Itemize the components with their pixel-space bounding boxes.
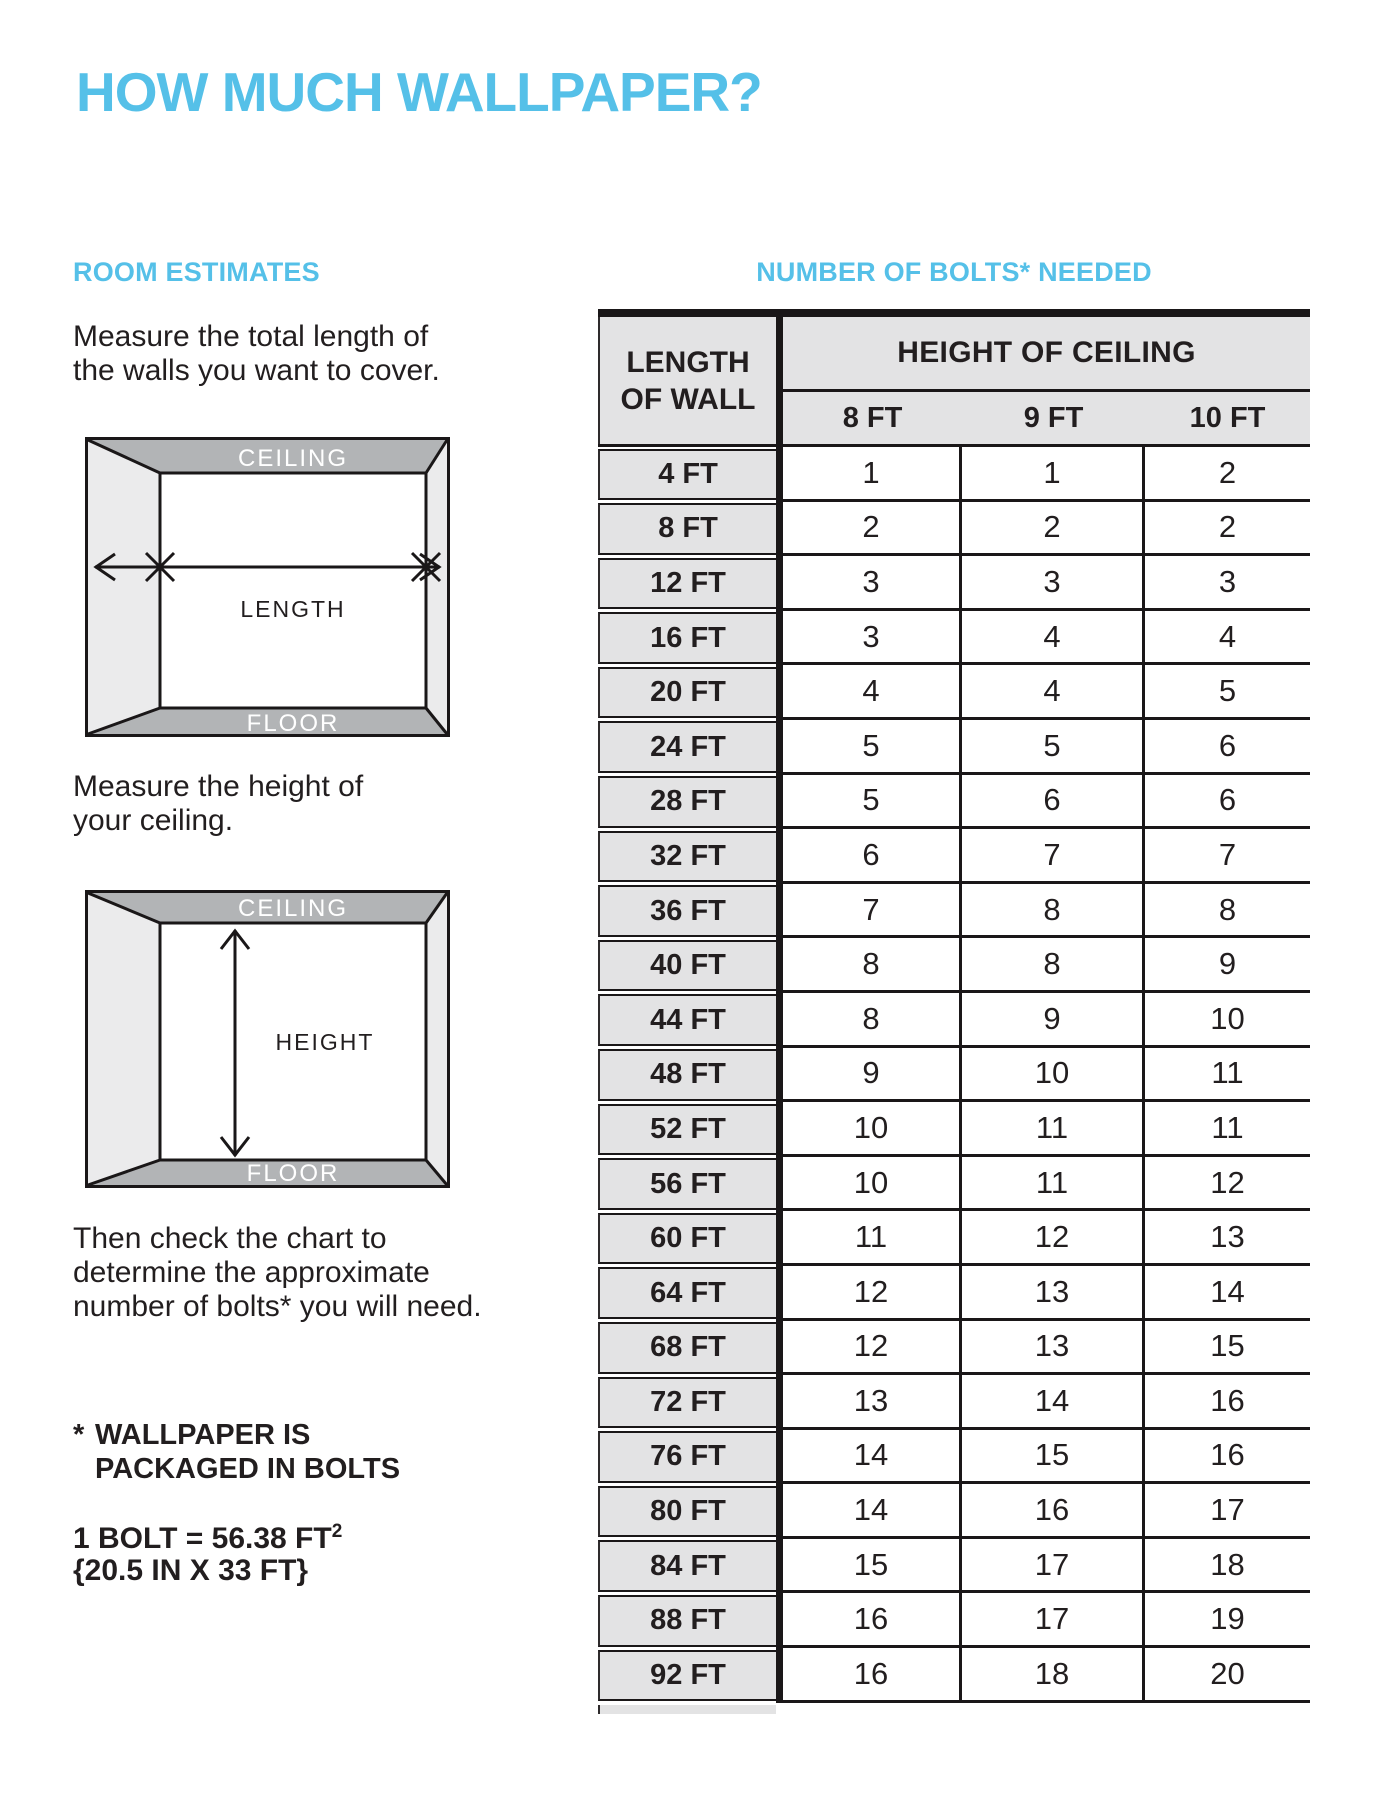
left-wall-surface: [88, 893, 160, 1185]
bolts-table: [598, 309, 1310, 1714]
row-label: 92 FT: [598, 1650, 776, 1702]
corner-header-line: OF WALL: [620, 382, 756, 416]
table-row: [598, 1157, 1310, 1212]
row-label: 68 FT: [598, 1322, 776, 1374]
row-label: 80 FT: [598, 1486, 776, 1538]
cell-value: 13: [1145, 1211, 1310, 1266]
footnote-line: PACKAGED IN BOLTS: [95, 1453, 401, 1485]
paragraph-line: determine the approximate: [73, 1256, 430, 1289]
cell-value: 4: [1145, 611, 1310, 666]
row-label: 88 FT: [598, 1595, 776, 1647]
bolt-equation: [73, 1516, 342, 1587]
row-label: 64 FT: [598, 1267, 776, 1319]
cell-value: 3: [1145, 556, 1310, 611]
cell-value: 6: [1145, 720, 1310, 775]
paragraph-line: Measure the height of: [73, 770, 364, 803]
row-label: 44 FT: [598, 994, 776, 1046]
cell-value: 18: [1145, 1539, 1310, 1594]
row-values: [776, 1539, 1310, 1594]
table-row: [598, 1048, 1310, 1103]
cell-value: 5: [783, 775, 962, 830]
table-row: [598, 720, 1310, 775]
cell-value: 5: [783, 720, 962, 775]
row-values: [776, 720, 1310, 775]
paragraph-line: the walls you want to cover.: [73, 354, 440, 387]
bolt-dimensions-line: {20.5 IN X 33 FT}: [73, 1554, 309, 1587]
row-values: [776, 1048, 1310, 1103]
corner-header-line: LENGTH: [626, 345, 750, 379]
row-values: [776, 665, 1310, 720]
table-row: [598, 1648, 1310, 1703]
row-values: [776, 884, 1310, 939]
cell-value: 11: [962, 1157, 1145, 1212]
table-row: [598, 665, 1310, 720]
row-label: 56 FT: [598, 1158, 776, 1210]
right-wall-surface: [426, 440, 447, 734]
length-label: LENGTH: [240, 596, 346, 622]
row-label: 40 FT: [598, 940, 776, 992]
cell-value: 14: [783, 1484, 962, 1539]
row-label: 28 FT: [598, 776, 776, 828]
cell-value: 8: [962, 938, 1145, 993]
table-row: [598, 1430, 1310, 1485]
cell-value: 9: [1145, 938, 1310, 993]
row-label: 36 FT: [598, 885, 776, 937]
paragraph-line: number of bolts* you will need.: [73, 1290, 482, 1323]
row-label: 32 FT: [598, 831, 776, 883]
cell-value: 11: [1145, 1048, 1310, 1103]
back-wall: [160, 473, 426, 708]
cell-value: 6: [783, 829, 962, 884]
cell-value: 11: [783, 1211, 962, 1266]
paragraph-line: Measure the total length of: [73, 320, 429, 353]
cell-value: 16: [962, 1484, 1145, 1539]
cell-value: 6: [1145, 775, 1310, 830]
column-header-10ft: 10 FT: [1189, 401, 1266, 434]
table-body: [598, 447, 1310, 1703]
row-label: 20 FT: [598, 667, 776, 719]
row-label: 76 FT: [598, 1431, 776, 1483]
cell-value: 6: [962, 775, 1145, 830]
cell-value: 14: [783, 1430, 962, 1485]
table-row: [598, 1539, 1310, 1594]
cell-value: 2: [1145, 447, 1310, 502]
ceiling-height-svg: [85, 890, 450, 1188]
room-length-svg: [85, 437, 450, 737]
cell-value: 10: [783, 1157, 962, 1212]
ceiling-label: CEILING: [237, 895, 349, 922]
cell-value: 12: [962, 1211, 1145, 1266]
cell-value: 15: [1145, 1321, 1310, 1376]
cell-value: 8: [783, 938, 962, 993]
bolts-footnote: [73, 1418, 400, 1486]
table-row: [598, 447, 1310, 502]
cell-value: 2: [783, 502, 962, 557]
table-row: [598, 829, 1310, 884]
cell-value: 17: [962, 1539, 1145, 1594]
cell-value: 17: [962, 1593, 1145, 1648]
table-row: [598, 1102, 1310, 1157]
table-row: [598, 938, 1310, 993]
right-wall-surface: [426, 893, 447, 1185]
cell-value: 7: [783, 884, 962, 939]
room-length-diagram: [85, 437, 450, 737]
cell-value: 2: [962, 502, 1145, 557]
row-values: [776, 1430, 1310, 1485]
bolt-equation-text: 1 BOLT = 56.38 FT: [73, 1522, 332, 1555]
row-values: [776, 829, 1310, 884]
row-values: [776, 1102, 1310, 1157]
cell-value: 16: [1145, 1430, 1310, 1485]
row-label: 12 FT: [598, 558, 776, 610]
cell-value: 18: [962, 1648, 1145, 1703]
row-label: 52 FT: [598, 1104, 776, 1156]
cell-value: 8: [962, 884, 1145, 939]
cell-value: 16: [783, 1593, 962, 1648]
length-instruction-paragraph: [73, 320, 440, 388]
cell-value: 10: [783, 1102, 962, 1157]
cell-value: 5: [962, 720, 1145, 775]
cell-value: 14: [1145, 1266, 1310, 1321]
cell-value: 8: [1145, 884, 1310, 939]
column-header-9ft: 9 FT: [1023, 401, 1084, 434]
row-values: [776, 502, 1310, 557]
cell-value: 11: [962, 1102, 1145, 1157]
cell-value: 19: [1145, 1593, 1310, 1648]
row-label: 48 FT: [598, 1049, 776, 1101]
footnote-text: WALLPAPER IS: [95, 1419, 311, 1451]
cell-value: 5: [1145, 665, 1310, 720]
cell-value: 13: [962, 1321, 1145, 1376]
table-row: [598, 1484, 1310, 1539]
table-row: [598, 775, 1310, 830]
paragraph-line: your ceiling.: [73, 804, 234, 837]
table-row: [598, 1211, 1310, 1266]
cell-value: 14: [962, 1375, 1145, 1430]
floor-label: FLOOR: [246, 710, 340, 737]
row-values: [776, 1211, 1310, 1266]
bolts-needed-heading: NUMBER OF BOLTS* NEEDED: [756, 257, 1152, 287]
row-values: [776, 1321, 1310, 1376]
asterisk: *: [73, 1419, 85, 1451]
cell-value: 20: [1145, 1648, 1310, 1703]
cell-value: 15: [962, 1430, 1145, 1485]
table-row: [598, 884, 1310, 939]
floor-label: FLOOR: [246, 1160, 340, 1187]
table-row: [598, 611, 1310, 666]
table-row: [598, 502, 1310, 557]
row-label: 8 FT: [598, 503, 776, 555]
row-values: [776, 447, 1310, 502]
cell-value: 16: [783, 1648, 962, 1703]
bolt-size-line: [73, 1516, 342, 1555]
row-values: [776, 1484, 1310, 1539]
page-title: HOW MUCH WALLPAPER?: [76, 61, 762, 123]
row-label: 24 FT: [598, 721, 776, 773]
table-footer-strip: [598, 1705, 776, 1714]
corner-header-length-of-wall: [598, 317, 776, 444]
ceiling-label: CEILING: [237, 445, 349, 472]
chart-instruction-paragraph: [73, 1222, 482, 1324]
table-row: [598, 1321, 1310, 1376]
height-of-ceiling-header: HEIGHT OF CEILING: [783, 317, 1310, 392]
row-label: 84 FT: [598, 1540, 776, 1592]
cell-value: 3: [783, 611, 962, 666]
ceiling-height-diagram: [85, 890, 450, 1188]
table-row: [598, 556, 1310, 611]
cell-value: 2: [1145, 502, 1310, 557]
cell-value: 10: [1145, 993, 1310, 1048]
table-row: [598, 1375, 1310, 1430]
cell-value: 9: [783, 1048, 962, 1103]
row-values: [776, 938, 1310, 993]
ceiling-column-headers: [783, 392, 1310, 444]
cell-value: 12: [1145, 1157, 1310, 1212]
height-label: HEIGHT: [275, 1029, 375, 1055]
cell-value: 17: [1145, 1484, 1310, 1539]
room-estimates-heading: ROOM ESTIMATES: [73, 257, 320, 287]
cell-value: 3: [962, 556, 1145, 611]
row-values: [776, 1157, 1310, 1212]
row-label: 60 FT: [598, 1213, 776, 1265]
ceiling-header-group: [776, 317, 1310, 444]
row-values: [776, 1648, 1310, 1703]
table-row: [598, 993, 1310, 1048]
cell-value: 8: [783, 993, 962, 1048]
table-row: [598, 1266, 1310, 1321]
table-header: [598, 317, 1310, 447]
row-label: 16 FT: [598, 612, 776, 664]
height-instruction-paragraph: [73, 770, 363, 838]
cell-value: 7: [1145, 829, 1310, 884]
cell-value: 13: [783, 1375, 962, 1430]
row-label: 4 FT: [598, 449, 776, 501]
cell-value: 16: [1145, 1375, 1310, 1430]
cell-value: 11: [1145, 1102, 1310, 1157]
cell-value: 3: [783, 556, 962, 611]
cell-value: 15: [783, 1539, 962, 1594]
row-values: [776, 556, 1310, 611]
cell-value: 9: [962, 993, 1145, 1048]
cell-value: 12: [783, 1266, 962, 1321]
row-label: 72 FT: [598, 1377, 776, 1429]
row-values: [776, 1593, 1310, 1648]
row-values: [776, 611, 1310, 666]
cell-value: 1: [783, 447, 962, 502]
squared-superscript: 2: [331, 1521, 343, 1542]
row-values: [776, 775, 1310, 830]
cell-value: 7: [962, 829, 1145, 884]
paragraph-line: Then check the chart to: [73, 1222, 387, 1255]
cell-value: 10: [962, 1048, 1145, 1103]
cell-value: 1: [962, 447, 1145, 502]
cell-value: 13: [962, 1266, 1145, 1321]
cell-value: 4: [962, 611, 1145, 666]
row-values: [776, 993, 1310, 1048]
cell-value: 4: [783, 665, 962, 720]
column-header-8ft: 8 FT: [842, 401, 903, 434]
row-values: [776, 1375, 1310, 1430]
cell-value: 12: [783, 1321, 962, 1376]
left-wall-surface: [88, 440, 160, 734]
row-values: [776, 1266, 1310, 1321]
cell-value: 4: [962, 665, 1145, 720]
footnote-line: [73, 1418, 400, 1452]
table-row: [598, 1593, 1310, 1648]
